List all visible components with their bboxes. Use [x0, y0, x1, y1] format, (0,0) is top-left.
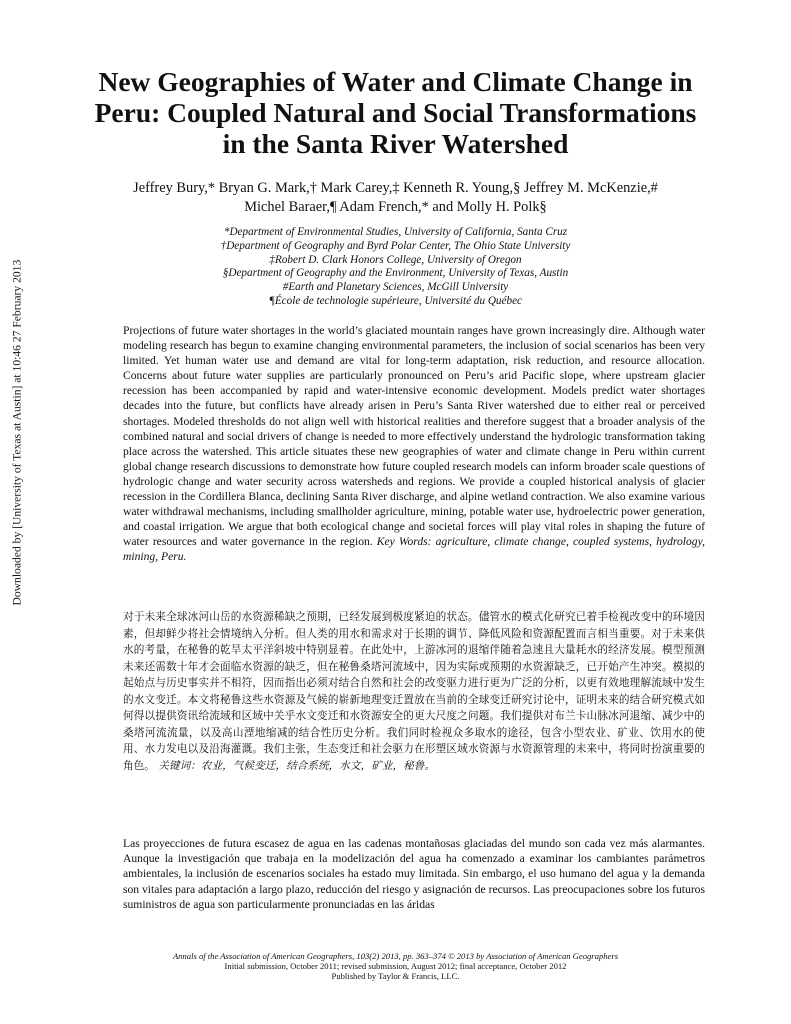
- affiliation: #Earth and Planetary Sciences, McGill University: [282, 281, 509, 294]
- affiliation: ¶École de technologie supérieure, Université du Québec: [268, 294, 523, 307]
- affiliation: *Department of Environmental Studies, University of California, Santa Cruz: [223, 226, 568, 238]
- title-line: Peru: Coupled Natural and Social Transformations: [94, 97, 697, 128]
- submission-history: Initial submission, October 2011; revised submission, August 2012; final acceptance, October 2012: [224, 961, 567, 972]
- download-watermark: Downloaded by [University of Texas at Austin] at 10:46 27 February 2013: [10, 259, 24, 606]
- journal-footer: [100, 951, 691, 982]
- title-line: New Geographies of Water and Climate Change in: [98, 66, 693, 97]
- affiliation-list: [80, 226, 711, 309]
- author-line: Jeffrey Bury,* Bryan G. Mark,† Mark Carey,‡ Kenneth R. Young,§ Jeffrey M. McKenzie,#: [133, 180, 658, 196]
- abstract-zh-keywords: 关键词：农业，气候变迁，结合系统，水文，矿业，秘鲁。: [158, 759, 436, 772]
- abstract-spanish: Las proyecciones de futura escasez de agua en las cadenas montañosas glaciadas del mundo son cada vez más alarmantes. Aunque la investigación que trabaja en la modelización del agua ha comenzado a examinar los cambiantes parámetros ambientales, la inclusión de escenarios sociales ha estado muy limitada. Sin embargo, el uso humano del agua y la demanda son vitales para adaptación a largo plazo, reducción del riesgo y asignación de recursos. Las preocupaciones sobre los futuros suministros de agua son particularmente pronunciadas en las áridas: [123, 837, 705, 911]
- abstract-body: Projections of future water shortages in the world’s glaciated mountain ranges have grown increasingly dire. Although water modeling research has begun to examine changing environmental parameters, the inclusion of social scenarios has been very limited. Yet human water use and demand are vital for long-term adaptation, risk reduction, and resource allocation. Concerns about future water supplies are particularly pronounced on Peru’s arid Pacific slope, where upstream glacier recession has been accompanied by rapid and water-intensive economic development. Models predict water shortages decades into the future, but conflicts have already arisen in Peru’s Santa River watershed due to either real or perceived shortages. Modeled thresholds do not align well with historical realities and therefore suggest that a broader analysis of the combined natural and social drivers of change is needed to more effectively understand the hydrologic transformation taking place across the watershed. This article situates these new geographies of water and climate change in Peru within current global change research discussions to demonstrate how future coupled research models can inform broader scale questions of hydrologic change and water security across watersheds and regions. We provide a coupled historical analysis of glacier recession in the Cordillera Blanca, declining Santa River discharge, and alpine wetland contraction. We also examine various water withdrawal mechanisms, including smallholder agriculture, mining, potable water use, hydroelectric power generation, and coastal irrigation. We argue that both ecological change and societal forces will play vital roles in shaping the future of water resources and water governance in the region.: [123, 324, 705, 549]
- abstract-zh-body: 对于未来全球冰河山岳的水资源稀缺之预期，已经发展到极度紧迫的状态。儘管水的模式化研究已着手检视改变中的环境因素，但却鲜少将社会情境纳入分析。但人类的用水和需求对于长期的调节、降低风险和资源配置而言相当重要。对于未来供水的考量，在秘鲁的乾旱太平洋斜坡中特别显着。在此处中，上游冰河的退缩伴随着急速且大量耗水的经济发展。模型预测未来还需数十年才会面临水资源的缺乏，但在秘鲁桑塔河流域中，因为实际或预期的水资源缺乏，已开始产生冲突。模拟的起始点与历史事实并不相符，因而指出必须对结合自然和社会的改变驱力进行更为广泛的分析，以更有效地理解流域中发生的水文变迁。本文将秘鲁这些水资源及气候的崭新地理变迁置放在当前的全球变迁研究讨论中，证明未来的结合研究模式如何得以提供资讯给流域和区域中关乎水文变迁和水资源安全的更大尺度之问题。我们提供对布兰卡山脉冰河退缩、减少中的桑塔河流流量，以及高山湮地缩减的结合性历史分析。我们同时检视众多取水的途径，包含小型农业、矿业、饮用水的使用、水力发电以及沿海灌溉。我们主张，生态变迁和社会驱力在形塑区域水资源与水资源管理的未来中，将同时扮演重要的角色。: [123, 611, 705, 772]
- abstract-chinese: [123, 609, 705, 774]
- abstract-english: [123, 323, 705, 565]
- affiliation: §Department of Geography and the Environment, University of Texas, Austin: [222, 267, 569, 280]
- author-line: Michel Baraer,¶ Adam French,* and Molly H. Polk§: [244, 199, 547, 215]
- title-line: in the Santa River Watershed: [222, 128, 569, 159]
- citation-line: Annals of the Association of American Geographers, 103(2) 2013, pp. 363–374 © 2013 by Association of American Geographers: [172, 951, 619, 961]
- author-list: [80, 179, 711, 217]
- publisher-line: Published by Taylor & Francis, LLC.: [331, 971, 460, 982]
- article-title: [60, 66, 731, 159]
- abstract-keywords: Key Words: agriculture, climate change, coupled systems, hydrology, mining, Peru.: [123, 535, 705, 564]
- affiliation: †Department of Geography and Byrd Polar Center, The Ohio State University: [220, 239, 571, 252]
- affiliation: ‡Robert D. Clark Honors College, University of Oregon: [269, 253, 522, 266]
